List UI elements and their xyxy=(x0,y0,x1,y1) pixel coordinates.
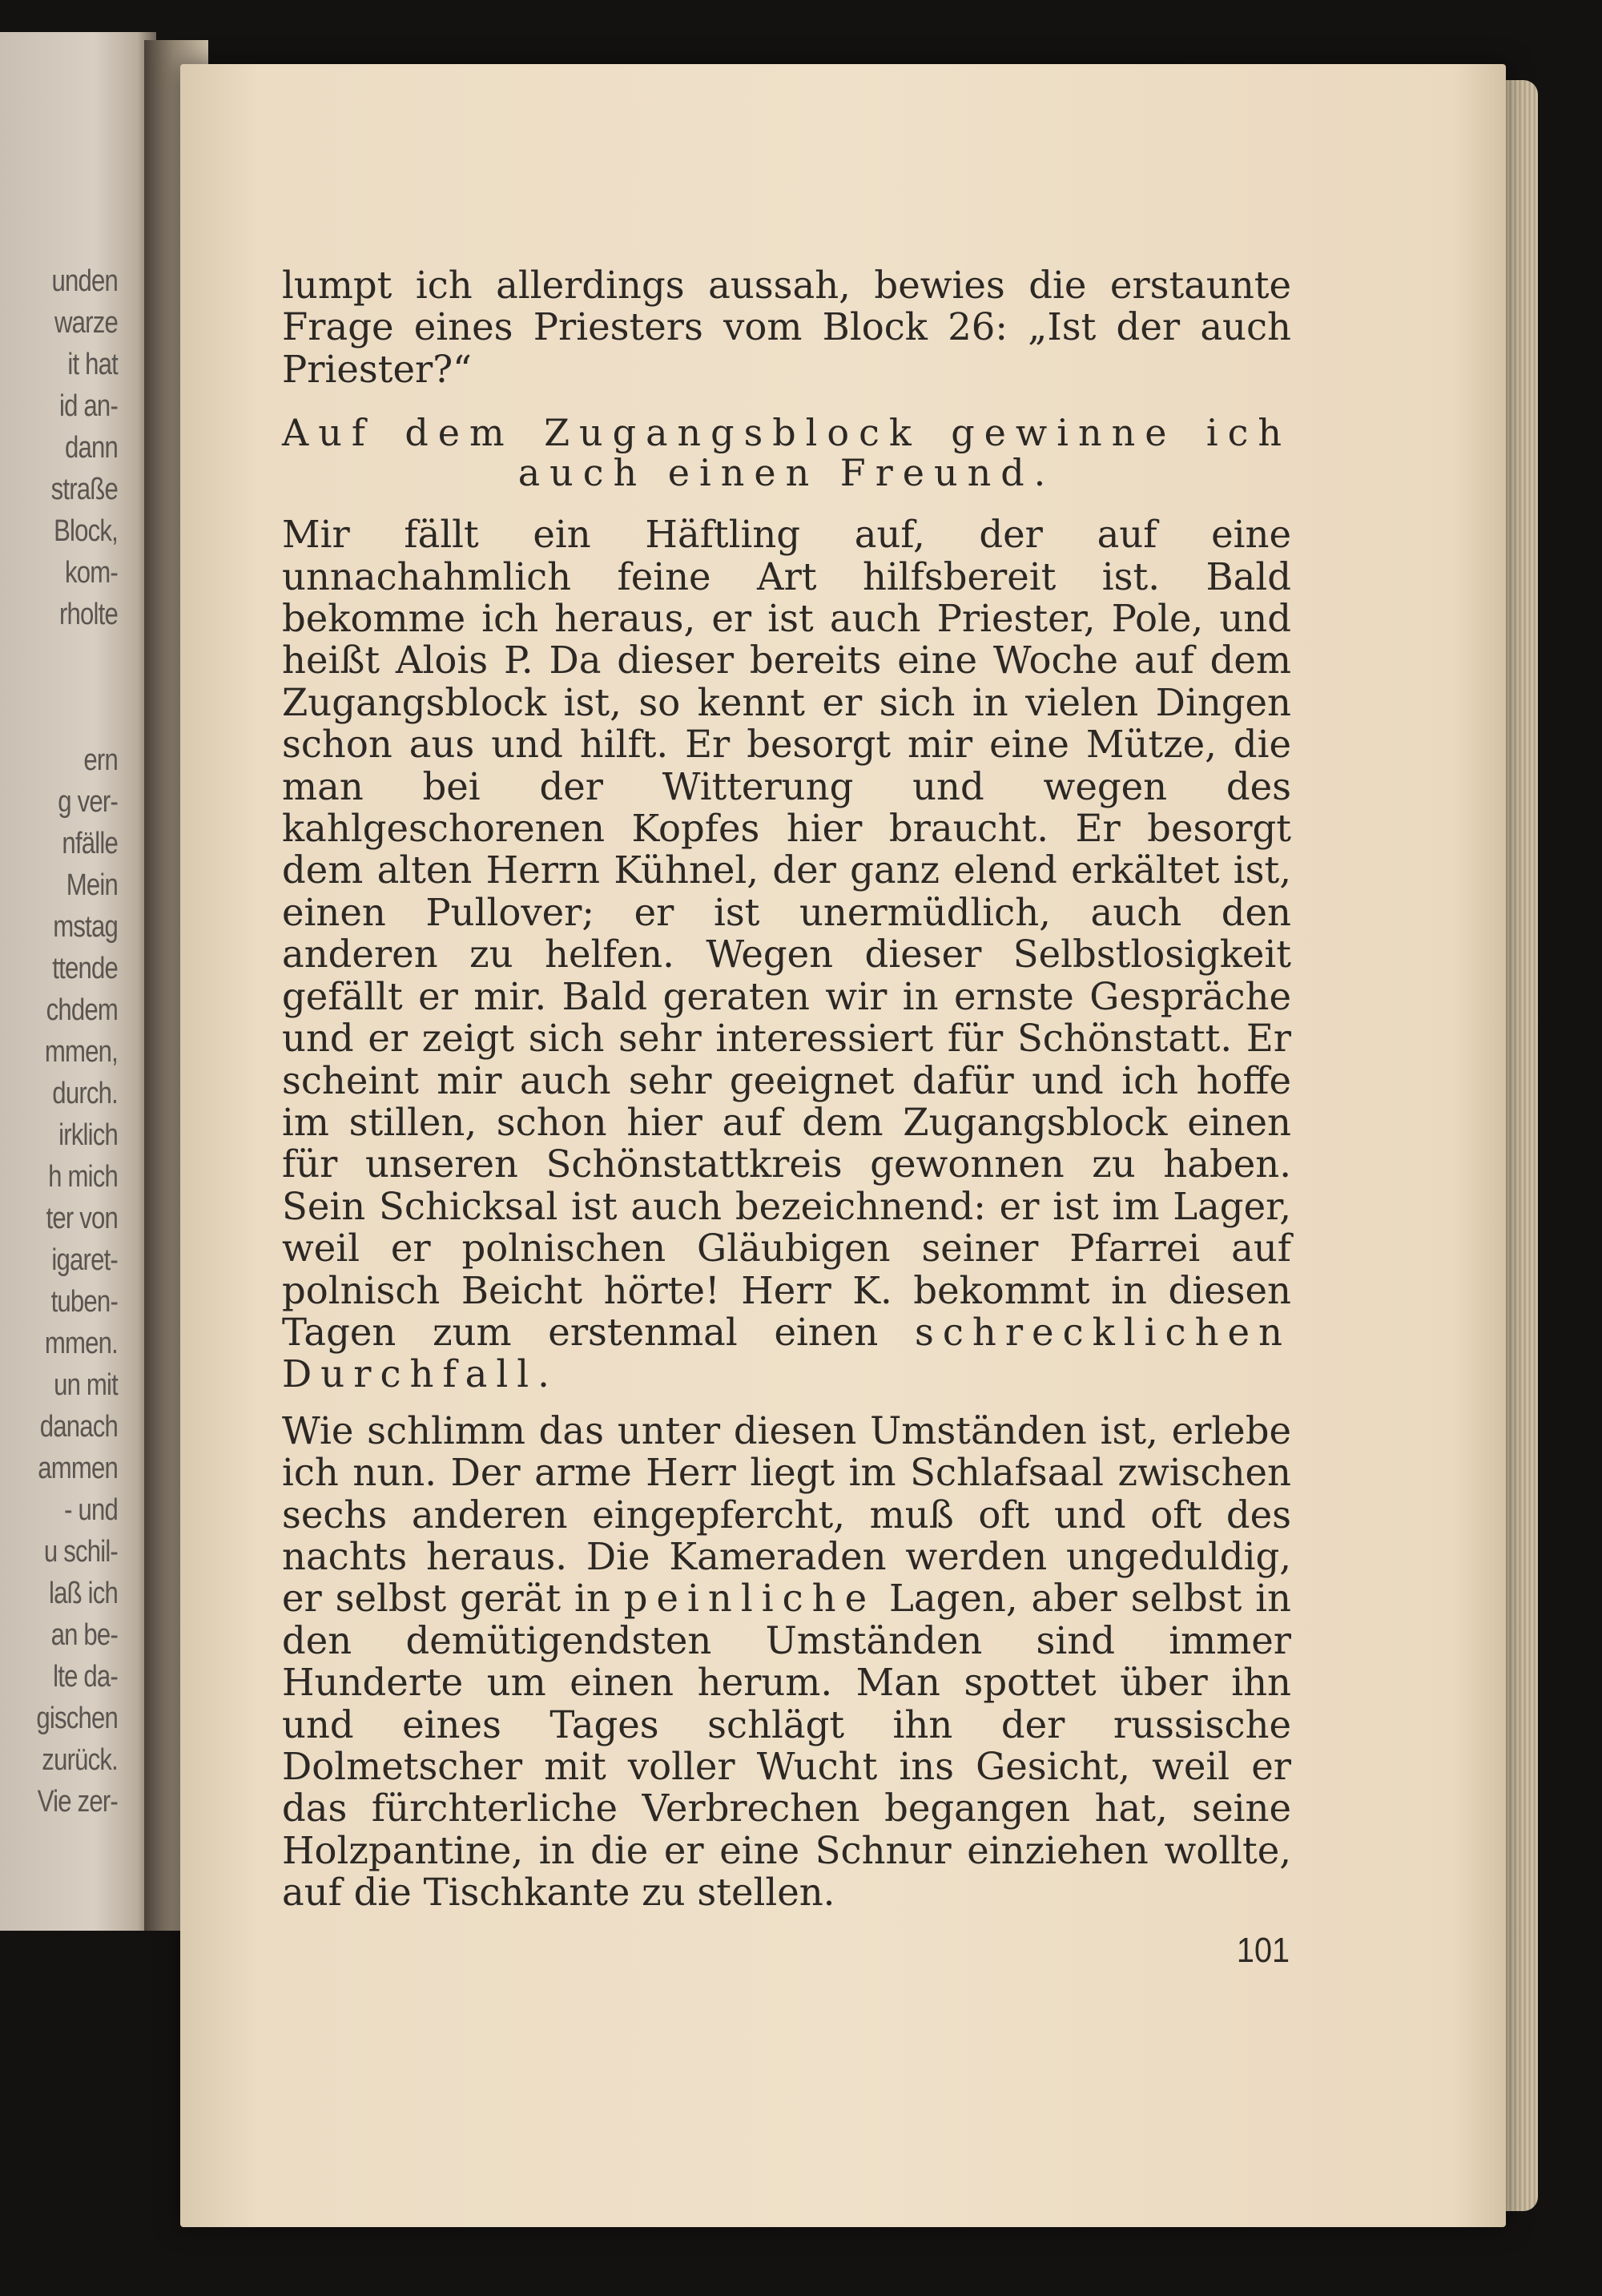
left-page-fragment: danach xyxy=(39,1410,118,1444)
paragraph-2-text: Mir fällt ein Häftling auf, der auf eine unnachahmlich feine Art hilfsbereit ist. Bald bekomme ich heraus, er ist auch Priester, Pole, und heißt Alois P. Da dieser bereits eine Woche auf dem Zugangsblock ist, so kennt er sich in vielen Dingen schon aus und hilft. Er besorgt mir eine Mütze, die man bei der Witterung und wegen des kahlgeschorenen Kopfes hier braucht. Er besorgt dem alten Herrn Kühnel, der ganz elend erkältet ist, einen Pullover; er ist unermüdlich, auch den anderen zu helfen. Wegen dieser Selbstlosigkeit gefällt er mir. Bald geraten wir in ernste Gespräche und er zeigt sich sehr interessiert für Schönstatt. Er scheint mir auch sehr geeignet dafür und ich hoffe im stillen, schon hier auf dem Zugangsblock einen für unseren Schönstattkreis gewonnen zu haben. Sein Schicksal ist auch bezeichnend: er ist im Lager, weil er polnischen Gläubigen seiner Pfarrei auf polnisch Beicht hörte! Herr K. bekommt in diesen Tagen zum erstenmal einen xyxy=(282,513,1291,1354)
left-page-fragment: ern xyxy=(83,743,118,777)
left-page-fragment: gischen xyxy=(36,1702,119,1735)
left-page-fragment: mmen, xyxy=(44,1035,118,1069)
paragraph-3-text-b: Lagen, aber selbst in den demütigendsten Umständen sind immer Hunderte um einen herum. Man spottet über ihn und eines Tages schlägt ihn der russische Dolmetscher mit voller Wucht ins Gesicht, weil er das fürchterliche Verbrechen begangen hat, seine Holzpantine, in die er eine Schnur einziehen wollte, auf die Tischkante zu stellen. xyxy=(282,1577,1292,1915)
page-number: 101 xyxy=(1236,1931,1290,1970)
left-page-fragment: mstag xyxy=(53,910,118,944)
left-page-edge xyxy=(0,32,156,1931)
paragraph-2-spaced-text: schrecklichen Durchfall. xyxy=(282,1310,1291,1396)
left-page-fragment: an be- xyxy=(50,1618,118,1652)
left-page-fragment: ttende xyxy=(52,952,118,985)
heading-line-2: auch einen Freund. xyxy=(517,451,1056,495)
paragraph-continuation xyxy=(282,264,1291,390)
left-page-fragment: Block, xyxy=(54,514,118,548)
left-page-fragment: u schil- xyxy=(43,1535,118,1569)
left-page-fragment: it hat xyxy=(67,348,118,381)
left-page-fragment: Vie zer- xyxy=(37,1785,118,1819)
left-page-fragment: unden xyxy=(51,264,118,298)
left-page-text-fragments xyxy=(0,260,118,1823)
paragraph-3-spaced-text: peinliche xyxy=(623,1577,876,1621)
left-page-fragment: straße xyxy=(50,473,118,506)
left-page-fragment: id an- xyxy=(58,389,118,423)
page-text-block xyxy=(282,264,1291,1914)
paragraph-1-text: lumpt ich allerdings aussah, bewies die erstaunte Frage eines Priesters vom Block 26: „Ist der auch Priester?“ xyxy=(282,264,1291,391)
left-page-fragment: mmen. xyxy=(44,1327,118,1360)
left-page-fragment: chdem xyxy=(46,993,118,1027)
paragraph-3 xyxy=(282,1410,1291,1914)
left-page-fragment: warze xyxy=(54,306,118,340)
left-page-fragment: ammen xyxy=(38,1452,118,1485)
left-page-fragment: irklich xyxy=(58,1118,118,1152)
left-page-fragment: - und xyxy=(64,1493,118,1527)
left-page-fragment: ter von xyxy=(46,1202,118,1235)
heading-line-1: Auf dem Zugangsblock gewinne ich xyxy=(282,411,1291,455)
paragraph-3-text-a: Wie schlimm das unter diesen Umständen ist, erlebe ich nun. Der arme Herr liegt im Schlafsaal zwischen sechs anderen eingepfercht, muß oft und oft des nachts heraus. Die Kameraden werden ungeduldig, er selbst gerät in xyxy=(282,1408,1291,1621)
left-page-fragment: lte da- xyxy=(53,1660,118,1694)
left-page-fragment: rholte xyxy=(58,598,118,631)
left-page-fragment: laß ich xyxy=(48,1577,118,1610)
paragraph-2 xyxy=(282,514,1291,1396)
left-page-fragment: nfälle xyxy=(62,827,118,860)
left-page-fragment: kom- xyxy=(65,556,118,590)
left-page-fragment: dann xyxy=(64,431,118,465)
left-page-fragment: zurück. xyxy=(42,1743,118,1777)
left-page-fragment: un mit xyxy=(54,1368,118,1402)
left-page-fragment: g ver- xyxy=(58,785,118,819)
left-page-fragment: igaret- xyxy=(51,1243,118,1277)
left-page-fragment: tuben- xyxy=(50,1285,118,1319)
left-page-fragment: durch. xyxy=(52,1077,118,1110)
left-page-fragment: h mich xyxy=(48,1160,119,1194)
section-heading xyxy=(282,413,1291,493)
left-page-fragment: Mein xyxy=(66,868,118,902)
